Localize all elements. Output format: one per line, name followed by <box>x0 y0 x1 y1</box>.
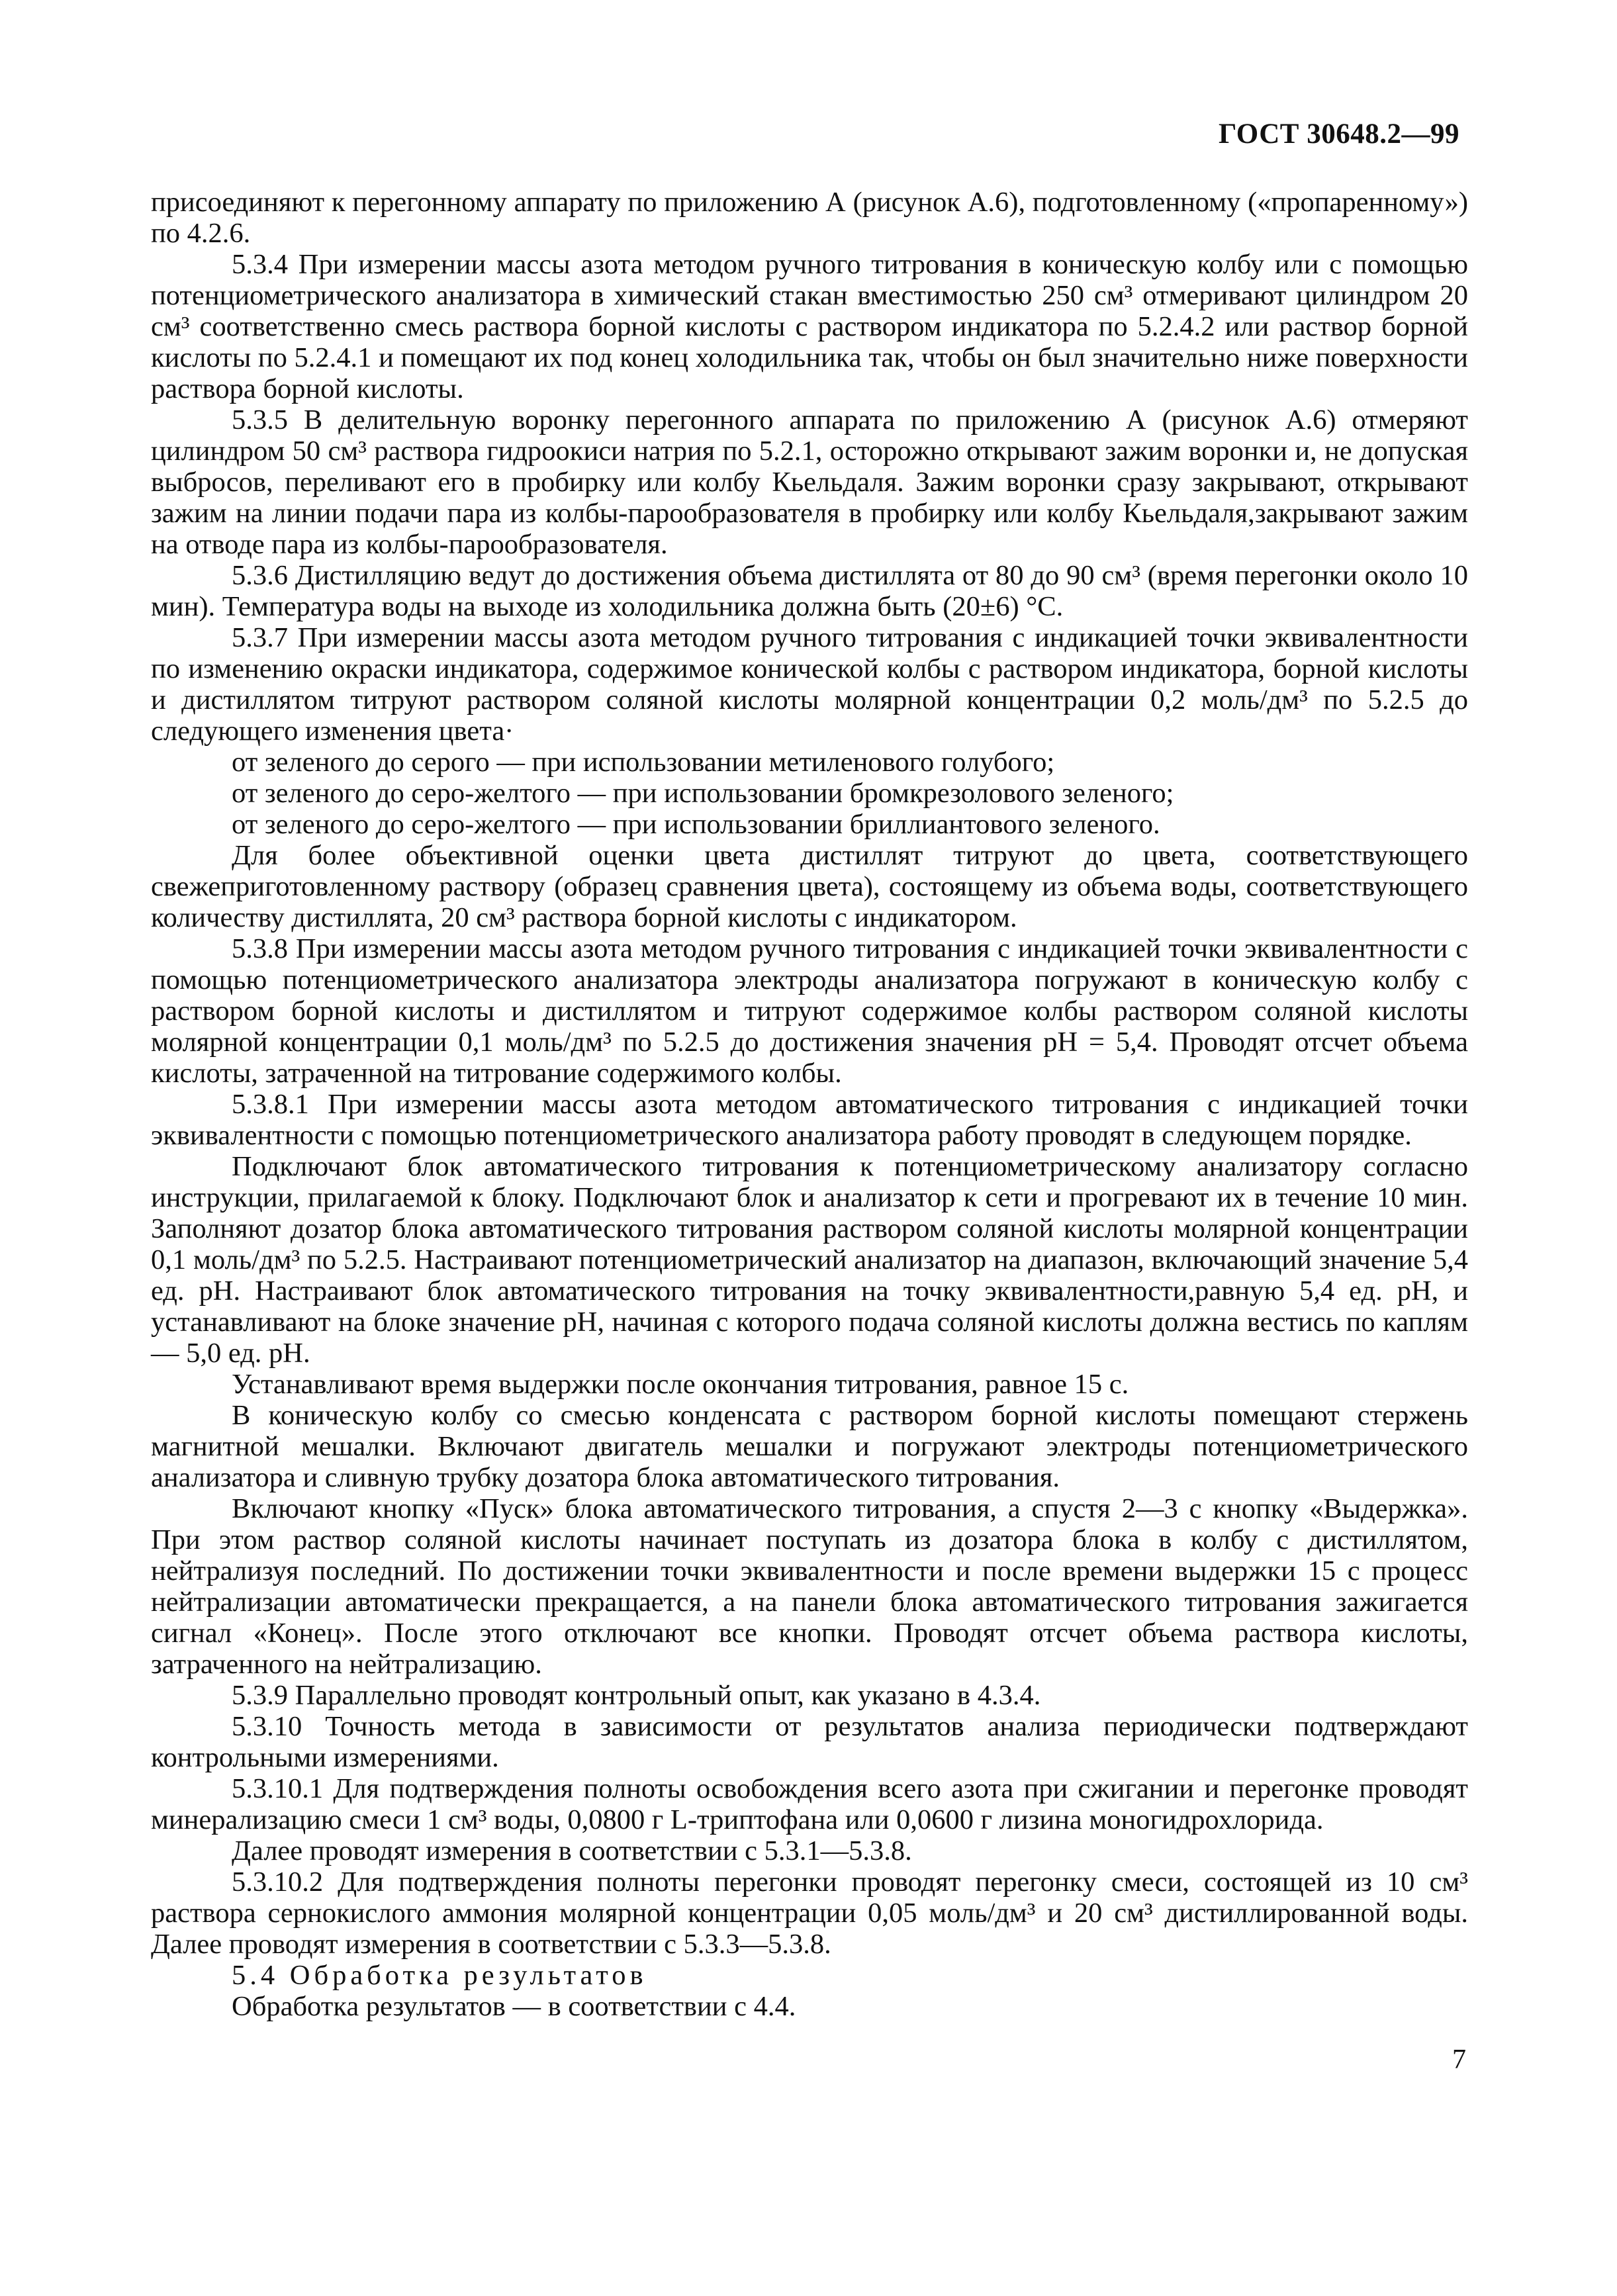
paragraph-5-3-5: 5.3.5 В делительную воронку перегонного аппарата по приложению А (рисунок А.6) отмеряют цилиндром 50 см³ раствора гидроокиси натрия по 5.2.1, осторожно открывают зажим воронки и, не допуская выбросов, переливают его в пробирку или колбу Кьельдаля. Зажим воронки сразу закрывают, открывают зажим на линии подачи пара из колбы-парообразователя в пробирку или колбу Кьельдаля,закрывают зажим на отводе пара из колбы-парообразователя. <box>151 404 1468 560</box>
paragraph-further: Далее проводят измерения в соответствии с 5.3.1—5.3.8. <box>232 1835 912 1866</box>
list-item-color-1: от зеленого до серого — при использовании метиленового голубого; <box>232 747 1055 778</box>
paragraph-hold-time: Устанавливают время выдержки после окончания титрования, равное 15 с. <box>232 1369 1129 1400</box>
list-item-color-3: от зеленого до серо-желтого — при использовании бриллиантового зеленого. <box>232 809 1160 840</box>
paragraph-5-3-4: 5.3.4 При измерении массы азота методом ручного титрования в коническую колбу или с помощью потенциометрического анализатора в химический стакан вместимостью 250 см³ отмеривают цилиндром 20 см³ соответственно смесь раствора борной кислоты с раствором индикатора по 5.2.4.2 или раствор борной кислоты по 5.2.4.1 и помещают их под конец холодильника так, чтобы он был значительно ниже поверхности раствора борной кислоты. <box>151 249 1468 404</box>
paragraph-continuation: присоединяют к перегонному аппарату по приложению А (рисунок А.6), подготовленному («пропаренному») по 4.2.6. <box>151 187 1468 249</box>
list-item-color-2: от зеленого до серо-желтого — при использовании бромкрезолового зеленого; <box>232 778 1174 809</box>
paragraph-5-3-7: 5.3.7 При измерении массы азота методом ручного титрования с индикацией точки эквивалентности по изменению окраски индикатора, содержимое конической колбы с раствором индикатора, борной кислоты и дистиллятом титруют раствором соляной кислоты молярной концентрации 0,2 моль/дм³ по 5.2.5 до следующего изменения цвета· <box>151 622 1468 747</box>
paragraph-5-3-10-2: 5.3.10.2 Для подтверждения полноты перегонки проводят перегонку смеси, состоящей из 10 см³ раствора сернокислого аммония молярной концентрации 0,05 моль/дм³ и 20 см³ дистиллированной воды. Далее проводят измерения в соответствии с 5.3.3—5.3.8. <box>151 1866 1468 1960</box>
paragraph-start: Включают кнопку «Пуск» блока автоматического титрования, а спустя 2—3 с кнопку «Выдержка». При этом раствор соляной кислоты начинает поступать из дозатора блока в колбу с дистиллятом, нейтрализуя последний. По достижении точки эквивалентности и после времени выдержки 15 с процесс нейтрализации автоматически прекращается, а на панели блока автоматического титрования зажигается сигнал «Конец». После этого отключают все кнопки. Проводят отсчет объема раствора кислоты, затраченного на нейтрализацию. <box>151 1493 1468 1680</box>
paragraph-color-comparison: Для более объективной оценки цвета дистиллят титруют до цвета, соответствующего свежеприготовленному раствору (образец сравнения цвета), состоящему из объема воды, соответствующего количеству дистиллята, 20 см³ раствора борной кислоты с индикатором. <box>151 840 1468 933</box>
paragraph-setup: Подключают блок автоматического титрования к потенциометрическому анализатору согласно инструкции, прилагаемой к блоку. Подключают блок и анализатор к сети и прогревают их в течение 10 мин. Заполняют дозатор блока автоматического титрования раствором соляной кислоты молярной концентрации 0,1 моль/дм³ по 5.2.5. Настраивают потенциометрический анализатор на диапазон, включающий значение 5,4 ед. рН. Настраивают блок автоматического титрования на точку эквивалентности,равную 5,4 ед. рН, и устанавливают на блоке значение рН, начиная с которого подача соляной кислоты должна вестись по каплям — 5,0 ед. рН. <box>151 1151 1468 1369</box>
paragraph-5-3-8: 5.3.8 При измерении массы азота методом ручного титрования с индикацией точки эквивалентности с помощью потенциометрического анализатора электроды анализатора погружают в коническую колбу с раствором борной кислоты и дистиллятом и титруют содержимое колбы раствором соляной кислоты молярной концентрации 0,1 моль/дм³ по 5.2.5 до достижения значения рН = 5,4. Проводят отсчет объема кислоты, затраченной на титрование содержимого колбы. <box>151 933 1468 1089</box>
paragraph-5-3-9: 5.3.9 Параллельно проводят контрольный опыт, как указано в 4.3.4. <box>232 1680 1041 1711</box>
section-heading-5-4: 5.4 Обработка результатов <box>232 1960 647 1991</box>
document-body <box>151 187 1468 2022</box>
paragraph-5-3-10-1: 5.3.10.1 Для подтверждения полноты освобождения всего азота при сжигании и перегонке проводят минерализацию смеси 1 см³ воды, 0,0800 г L-триптофана или 0,0600 г лизина моногидрохлорида. <box>151 1773 1468 1835</box>
page-number: 7 <box>1452 2044 1466 2075</box>
document-header: ГОСТ 30648.2—99 <box>1219 118 1459 150</box>
paragraph-5-3-6: 5.3.6 Дистилляцию ведут до достижения объема дистиллята от 80 до 90 см³ (время перегонки около 10 мин). Температура воды на выходе из холодильника должна быть (20±6) °С. <box>151 560 1468 622</box>
paragraph-stirrer: В коническую колбу со смесью конденсата с раствором борной кислоты помещают стержень магнитной мешалки. Включают двигатель мешалки и погружают электроды потенциометрического анализатора и сливную трубку дозатора блока автоматического титрования. <box>151 1400 1468 1493</box>
paragraph-results: Обработка результатов — в соответствии с 4.4. <box>232 1991 796 2022</box>
paragraph-5-3-8-1: 5.3.8.1 При измерении массы азота методом автоматического титрования с индикацией точки эквивалентности с помощью потенциометрического анализатора работу проводят в следующем порядке. <box>151 1089 1468 1151</box>
paragraph-5-3-10: 5.3.10 Точность метода в зависимости от результатов анализа периодически подтверждают контрольными измерениями. <box>151 1711 1468 1773</box>
